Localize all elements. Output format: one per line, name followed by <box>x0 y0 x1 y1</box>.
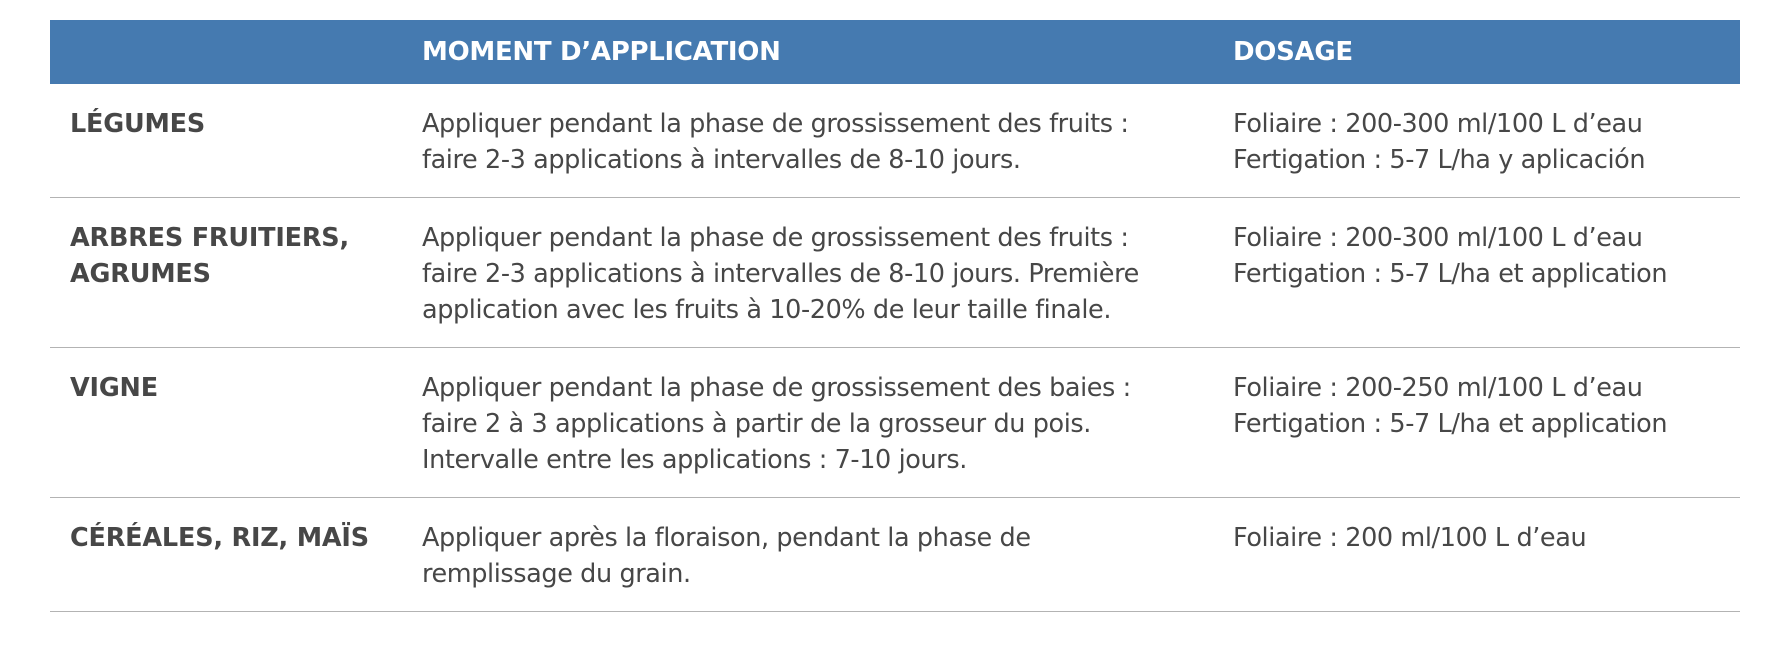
crop-name <box>70 370 400 406</box>
table-header <box>50 20 1740 84</box>
dosage <box>1233 370 1733 442</box>
dosage-line: Foliaire : 200-250 ml/100 L d’eau <box>1233 373 1643 403</box>
dosage <box>1233 520 1733 556</box>
table-row <box>50 498 1740 612</box>
dosage <box>1233 106 1733 178</box>
application-timing <box>422 106 1212 178</box>
crop-name-line: AGRUMES <box>70 259 211 289</box>
crop-name <box>70 520 400 556</box>
application-table <box>50 20 1740 612</box>
table-row <box>50 348 1740 498</box>
timing-line: Appliquer pendant la phase de grossissement des fruits : <box>422 109 1129 139</box>
timing-line: faire 2-3 applications à intervalles de 8-10 jours. Première <box>422 259 1139 289</box>
crop-name-line: CÉRÉALES, RIZ, MAÏS <box>70 523 369 553</box>
timing-line: Appliquer pendant la phase de grossissement des baies : <box>422 373 1131 403</box>
application-timing <box>422 520 1212 592</box>
header-crop <box>70 20 400 84</box>
timing-line: faire 2 à 3 applications à partir de la grosseur du pois. <box>422 409 1091 439</box>
dosage-line: Fertigation : 5-7 L/ha et application <box>1233 259 1668 289</box>
timing-line: application avec les fruits à 10-20% de leur taille finale. <box>422 295 1112 325</box>
table-row <box>50 84 1740 198</box>
crop-name-line: LÉGUMES <box>70 109 206 139</box>
crop-name <box>70 106 400 142</box>
dosage-line: Foliaire : 200 ml/100 L d’eau <box>1233 523 1587 553</box>
timing-line: Appliquer pendant la phase de grossissement des fruits : <box>422 223 1129 253</box>
header-application-timing: MOMENT D’APPLICATION <box>422 37 781 67</box>
dosage-line: Foliaire : 200-300 ml/100 L d’eau <box>1233 109 1643 139</box>
timing-line: faire 2-3 applications à intervalles de 8-10 jours. <box>422 145 1021 175</box>
crop-name-line: ARBRES FRUITIERS, <box>70 223 349 253</box>
dosage-line: Foliaire : 200-300 ml/100 L d’eau <box>1233 223 1643 253</box>
crop-name <box>70 220 400 292</box>
dosage <box>1233 220 1733 292</box>
header-dosage: DOSAGE <box>1233 37 1353 67</box>
application-timing <box>422 370 1212 478</box>
timing-line: Appliquer après la floraison, pendant la phase de <box>422 523 1031 553</box>
dosage-line: Fertigation : 5-7 L/ha et application <box>1233 409 1668 439</box>
dosage-line: Fertigation : 5-7 L/ha y aplicación <box>1233 145 1646 175</box>
crop-name-line: VIGNE <box>70 373 158 403</box>
timing-line: Intervalle entre les applications : 7-10 jours. <box>422 445 967 475</box>
timing-line: remplissage du grain. <box>422 559 691 589</box>
application-timing <box>422 220 1212 328</box>
table-row <box>50 198 1740 348</box>
